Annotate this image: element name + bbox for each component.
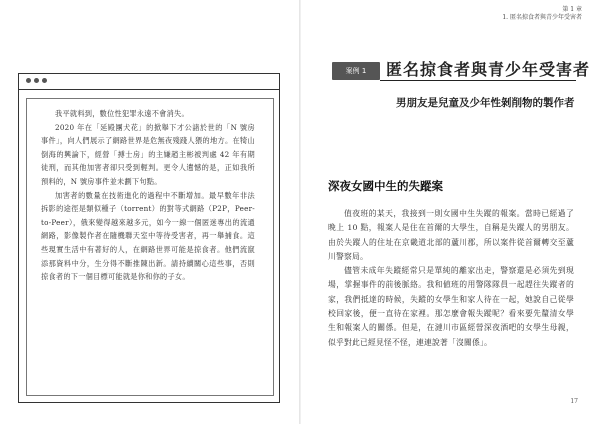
body-text — [328, 207, 574, 350]
running-header-section: 1. 匿名掠食者與青少年受害者 — [502, 14, 582, 21]
window-frame-sidebar — [18, 73, 280, 403]
sidebar-paragraph: 2020 年在「延殿團犬花」的掀舉下才公諸於世的「N 號房事件」，向人們展示了網路世界是危無夜殘踐人猥的地方。在犄山倒海的興論下，經營「搏士房」的主嫌趙主彬被判處 42 年有期徒刑，而其他加害者卻只受到輕判。更令人遺憾的是，正如我所預料的，N 號房事件並未劃下句點。 — [41, 122, 255, 186]
window-title-bar — [19, 74, 279, 90]
body-paragraph: 儘管未成年失蹤經常只是單純的離家出走，警察還是必須先到現場，掌握事件的前後脈絡。我和値班的用警隊隊員一起趕往失蹤者的家，我們抵達的時候，失蹤的女學生和家人待在一起，她說自己從學校回家後，便一直待在家裡。那怎麼會報失蹤呢？看來要先釐清女學生和報案人的關係。但是，在漣川市區經營深夜酒吧的女學生母親，似乎對此已經見怪不怪，連連說著「沒關係」。 — [328, 266, 574, 347]
case-tag-badge: 案例 1 — [332, 62, 380, 80]
book-spine — [299, 0, 301, 424]
body-paragraph: 值夜班的某天，我接到一則女國中生失蹤的報案。當時已經過了晚上 10 點，報案人是住在首爾的大學生，自稱是失蹤人的男朋友。由於失蹤人的住址在京畿道北部的蘆川郡，所以案件從首爾轉交至蘆川警察局。 — [328, 209, 574, 261]
window-dot-icon — [26, 78, 31, 83]
window-dot-icon — [42, 78, 47, 83]
sidebar-paragraph: 我平就料到，數位性犯罪永遠不會消失。 — [55, 109, 189, 118]
running-header-chapter: 第 1 章 — [562, 6, 582, 13]
section-heading: 深夜女國中生的失蹤案 — [328, 179, 443, 193]
chapter-subtitle: 男朋友是兒童及少年性剝削物的製作者 — [396, 97, 575, 109]
window-dot-icon — [34, 78, 39, 83]
page-number: 17 — [570, 398, 578, 405]
title-underline — [380, 80, 576, 81]
chapter-title: 匿名掠食者與青少年受害者 — [386, 60, 591, 79]
running-header — [502, 6, 582, 22]
sidebar-text-box — [26, 98, 274, 396]
sidebar-paragraph: 加害者的數量在技術進化的過程中不斷增加。最早數年非法拆影的途徑是類似種子（torrent）的對等式網路（P2P，Peer-to-Peer），俄來變得越來越多元，如今一線一個匿迷專出的流通網路，影像製作者在隨機聯天室中等待受害者，再一舉捕食。這些現實生活中有著好的人，在網路世界可能是掠食者。他們流竄添那資料中分，生分得不斷推陳出新。請持續關心這些事，否則掠食者的下一個目標可能就是你和你的子女。 — [41, 190, 255, 282]
